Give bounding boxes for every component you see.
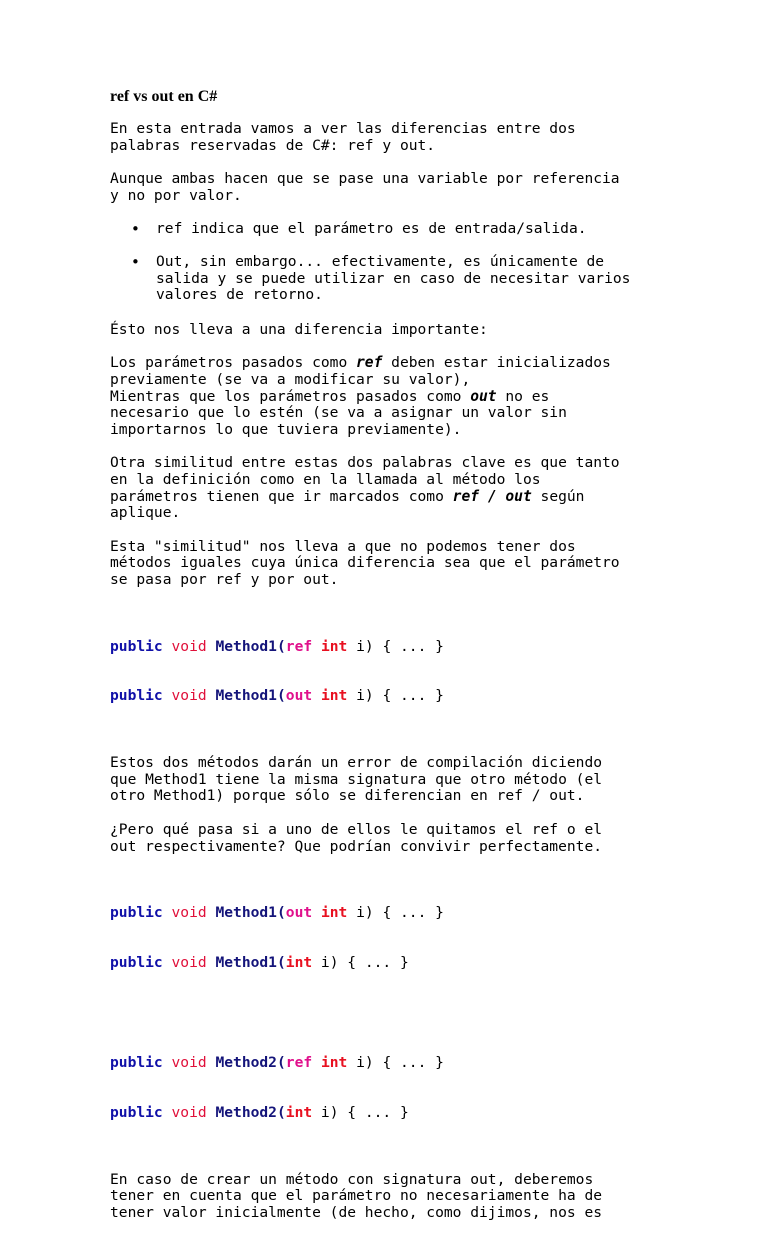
code-tail: i) { ... } [312, 954, 409, 972]
code-space [163, 1104, 172, 1121]
p5-text-b: según aplique. [110, 487, 585, 522]
code-method-name: Method1 [215, 637, 277, 655]
code-void: void [171, 954, 207, 972]
code-block-1 [110, 605, 710, 738]
code-space [163, 1054, 172, 1071]
code-ref: ref [285, 1054, 313, 1072]
code-space [163, 638, 172, 655]
code-int: int [285, 1103, 313, 1121]
p4-text-a: Los parámetros pasados como [110, 354, 357, 372]
code-space [207, 1104, 216, 1121]
code-space [163, 687, 172, 704]
paragraph-question: ¿Pero qué pasa si a uno de ellos le quitamos el ref o el out respectivamente? Que podrían convivir perfectamente. [110, 821, 603, 855]
code-paren: ( [276, 1103, 286, 1121]
paragraph-reference: Aunque ambas hacen que se pase una variable por referencia y no por valor. [110, 170, 620, 204]
code-void: void [171, 904, 207, 922]
code-paren: ( [276, 954, 286, 972]
paragraph-similarity [110, 455, 710, 521]
code-line [110, 688, 710, 705]
code-paren: ( [276, 1054, 286, 1072]
code-space [312, 687, 321, 704]
code-tail: i) { ... } [347, 904, 444, 922]
paragraph-important-difference: Ésto nos lleva a una diferencia importante: [110, 320, 488, 338]
document-content [110, 88, 710, 1238]
code-void: void [171, 1103, 207, 1121]
code-public: public [110, 687, 163, 705]
code-line [110, 905, 710, 922]
p4-ref-keyword: ref [356, 354, 383, 372]
code-space [312, 904, 321, 921]
code-int: int [320, 637, 348, 655]
p4-text-b: deben estar inicializados previamente (se va a modificar su valor), Mientras que los parámetros pasados como [110, 354, 611, 405]
code-public: public [110, 954, 163, 972]
code-space [207, 1054, 216, 1071]
code-block-3 [110, 1022, 710, 1155]
code-int: int [320, 687, 348, 705]
code-out: out [285, 904, 313, 922]
code-space [312, 1054, 321, 1071]
code-method-name: Method2 [215, 1103, 277, 1121]
p4-text-c: no es necesario que lo estén (se va a asignar un valor sin importarnos lo que tuviera previamente). [110, 387, 567, 438]
code-public: public [110, 904, 163, 922]
paragraph-intro: En esta entrada vamos a ver las diferencias entre dos palabras reservadas de C#: ref y out. [110, 120, 576, 154]
paragraph-out-signature: En caso de crear un método con signatura out, deberemos tener en cuenta que el parámetro no necesariamente ha de tener valor inicialmente (de hecho, como dijimos, nos es [110, 1170, 603, 1221]
code-public: public [110, 637, 163, 655]
code-ref: ref [285, 637, 313, 655]
code-void: void [171, 1054, 207, 1072]
code-tail: i) { ... } [347, 687, 444, 705]
code-tail: i) { ... } [347, 637, 444, 655]
p4-out-keyword: out [470, 387, 497, 405]
code-space [163, 904, 172, 921]
code-line [110, 1055, 710, 1072]
code-space [312, 638, 321, 655]
code-paren: ( [276, 904, 286, 922]
document-title: ref vs out en C# [110, 88, 218, 105]
code-int: int [285, 954, 313, 972]
code-void: void [171, 637, 207, 655]
code-method-name: Method2 [215, 1054, 277, 1072]
bullet-out: • Out, sin embargo... efectivamente, es únicamente de salida y se puede utilizar en caso de necesitar varios valores de retorno. [156, 254, 710, 304]
code-int: int [320, 904, 348, 922]
code-int: int [320, 1054, 348, 1072]
code-public: public [110, 1054, 163, 1072]
code-space [163, 954, 172, 971]
code-paren: ( [276, 687, 286, 705]
code-method-name: Method1 [215, 954, 277, 972]
p5-text-a: Otra similitud entre estas dos palabras clave es que tanto en la definición como en la llamada al método los parámetros tienen que ir marcados como [110, 454, 620, 505]
code-tail: i) { ... } [347, 1054, 444, 1072]
code-paren: ( [276, 637, 286, 655]
paragraph-parameters [110, 355, 710, 438]
code-public: public [110, 1103, 163, 1121]
code-line [110, 955, 710, 972]
code-tail: i) { ... } [312, 1103, 409, 1121]
bullet-list [110, 221, 710, 303]
code-block-2 [110, 872, 710, 1005]
p5-refout-keyword: ref / out [452, 487, 532, 505]
paragraph-compile-error: Estos dos métodos darán un error de compilación diciendo que Method1 tiene la misma signatura que otro método (el otro Method1) porque sólo se diferencian en ref / out. [110, 754, 603, 805]
bullet-ref: • ref indica que el parámetro es de entrada/salida. [156, 221, 710, 238]
code-method-name: Method1 [215, 687, 277, 705]
code-line [110, 639, 710, 656]
paragraph-similitude: Esta "similitud" nos lleva a que no podemos tener dos métodos iguales cuya única diferencia sea que el parámetro se pasa por ref y por out. [110, 537, 620, 588]
code-out: out [285, 687, 313, 705]
code-method-name: Method1 [215, 904, 277, 922]
code-void: void [171, 687, 207, 705]
code-line [110, 1105, 710, 1122]
